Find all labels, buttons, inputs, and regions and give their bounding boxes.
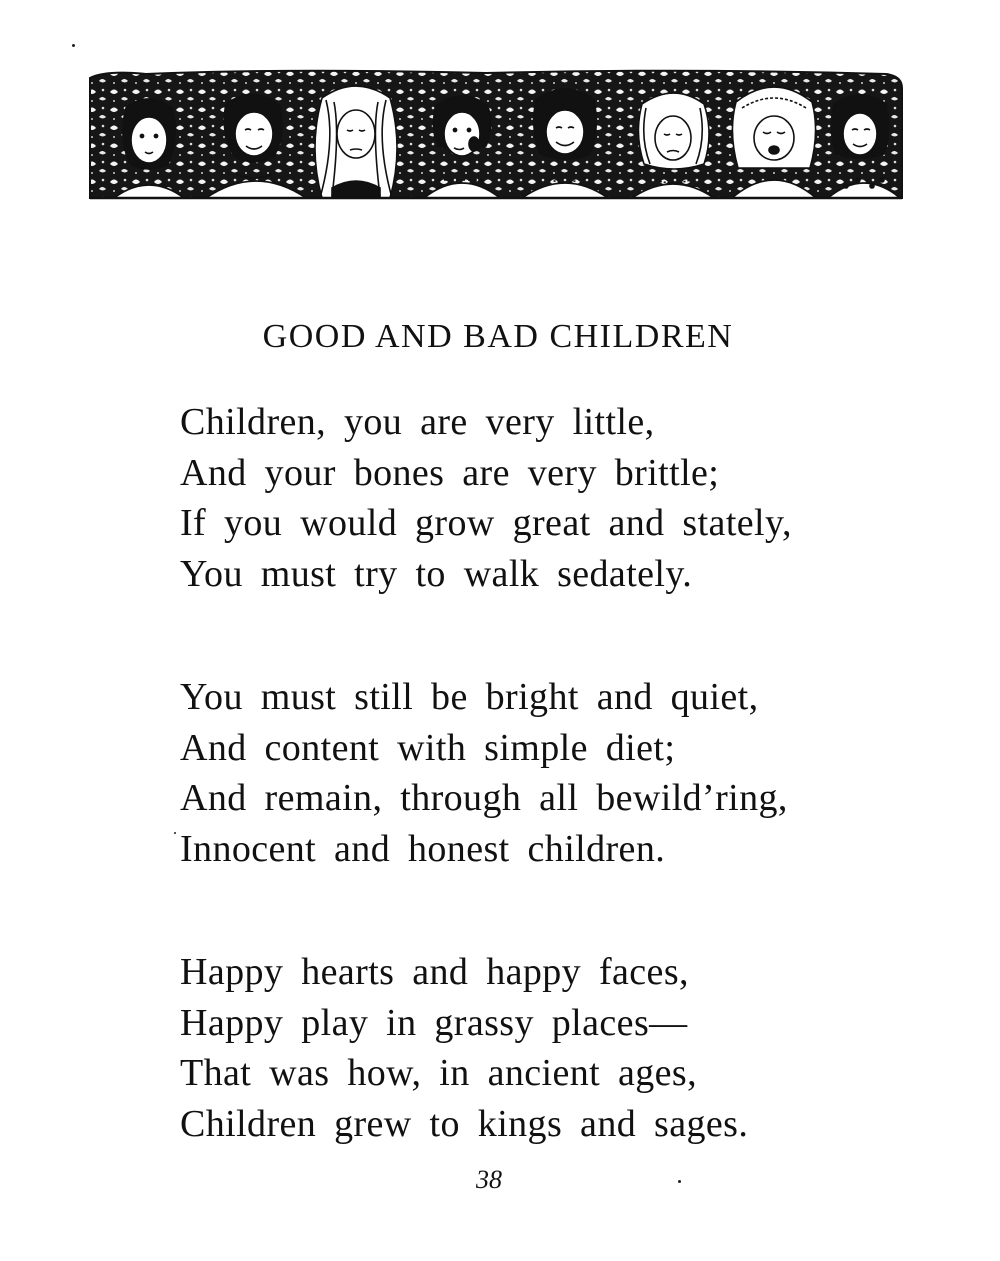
poem-line: Happy play in grassy places— [180, 1001, 688, 1044]
page-number-text: 38 [476, 1165, 502, 1194]
page-number [0, 1165, 1000, 1195]
poem-line: You must try to walk sedately. [180, 552, 693, 595]
poem-line: Innocent and honest children. [180, 827, 666, 870]
poem-line: Children, you are very little, [180, 401, 655, 443]
poem-line: That was how, in ancient ages, [180, 1052, 697, 1094]
poem-line: And your bones are very brittle; [180, 451, 720, 494]
poem-line: Happy hearts and happy faces, [180, 951, 689, 993]
paper-speck [72, 44, 75, 47]
stanza-1 [180, 397, 900, 599]
child-face-3 [315, 86, 397, 198]
poem-title [0, 318, 1000, 356]
poem-title-text: GOOD AND BAD CHILDREN [262, 318, 734, 355]
poem-line: Children grew to kings and sages. [180, 1102, 749, 1145]
paper-speck [678, 1180, 681, 1183]
paper-speck [174, 832, 176, 834]
poem-line: And content with simple diet; [180, 726, 676, 769]
stanza-3 [180, 947, 900, 1149]
poem-line: If you would grow great and stately, [180, 502, 792, 544]
headpiece-illustration [86, 68, 906, 202]
stanza-2 [180, 672, 900, 874]
poem-line: And remain, through all bewild’ring, [180, 777, 788, 819]
children-faces-illustration-icon [86, 68, 906, 202]
poem-line: You must still be bright and quiet, [180, 676, 759, 718]
